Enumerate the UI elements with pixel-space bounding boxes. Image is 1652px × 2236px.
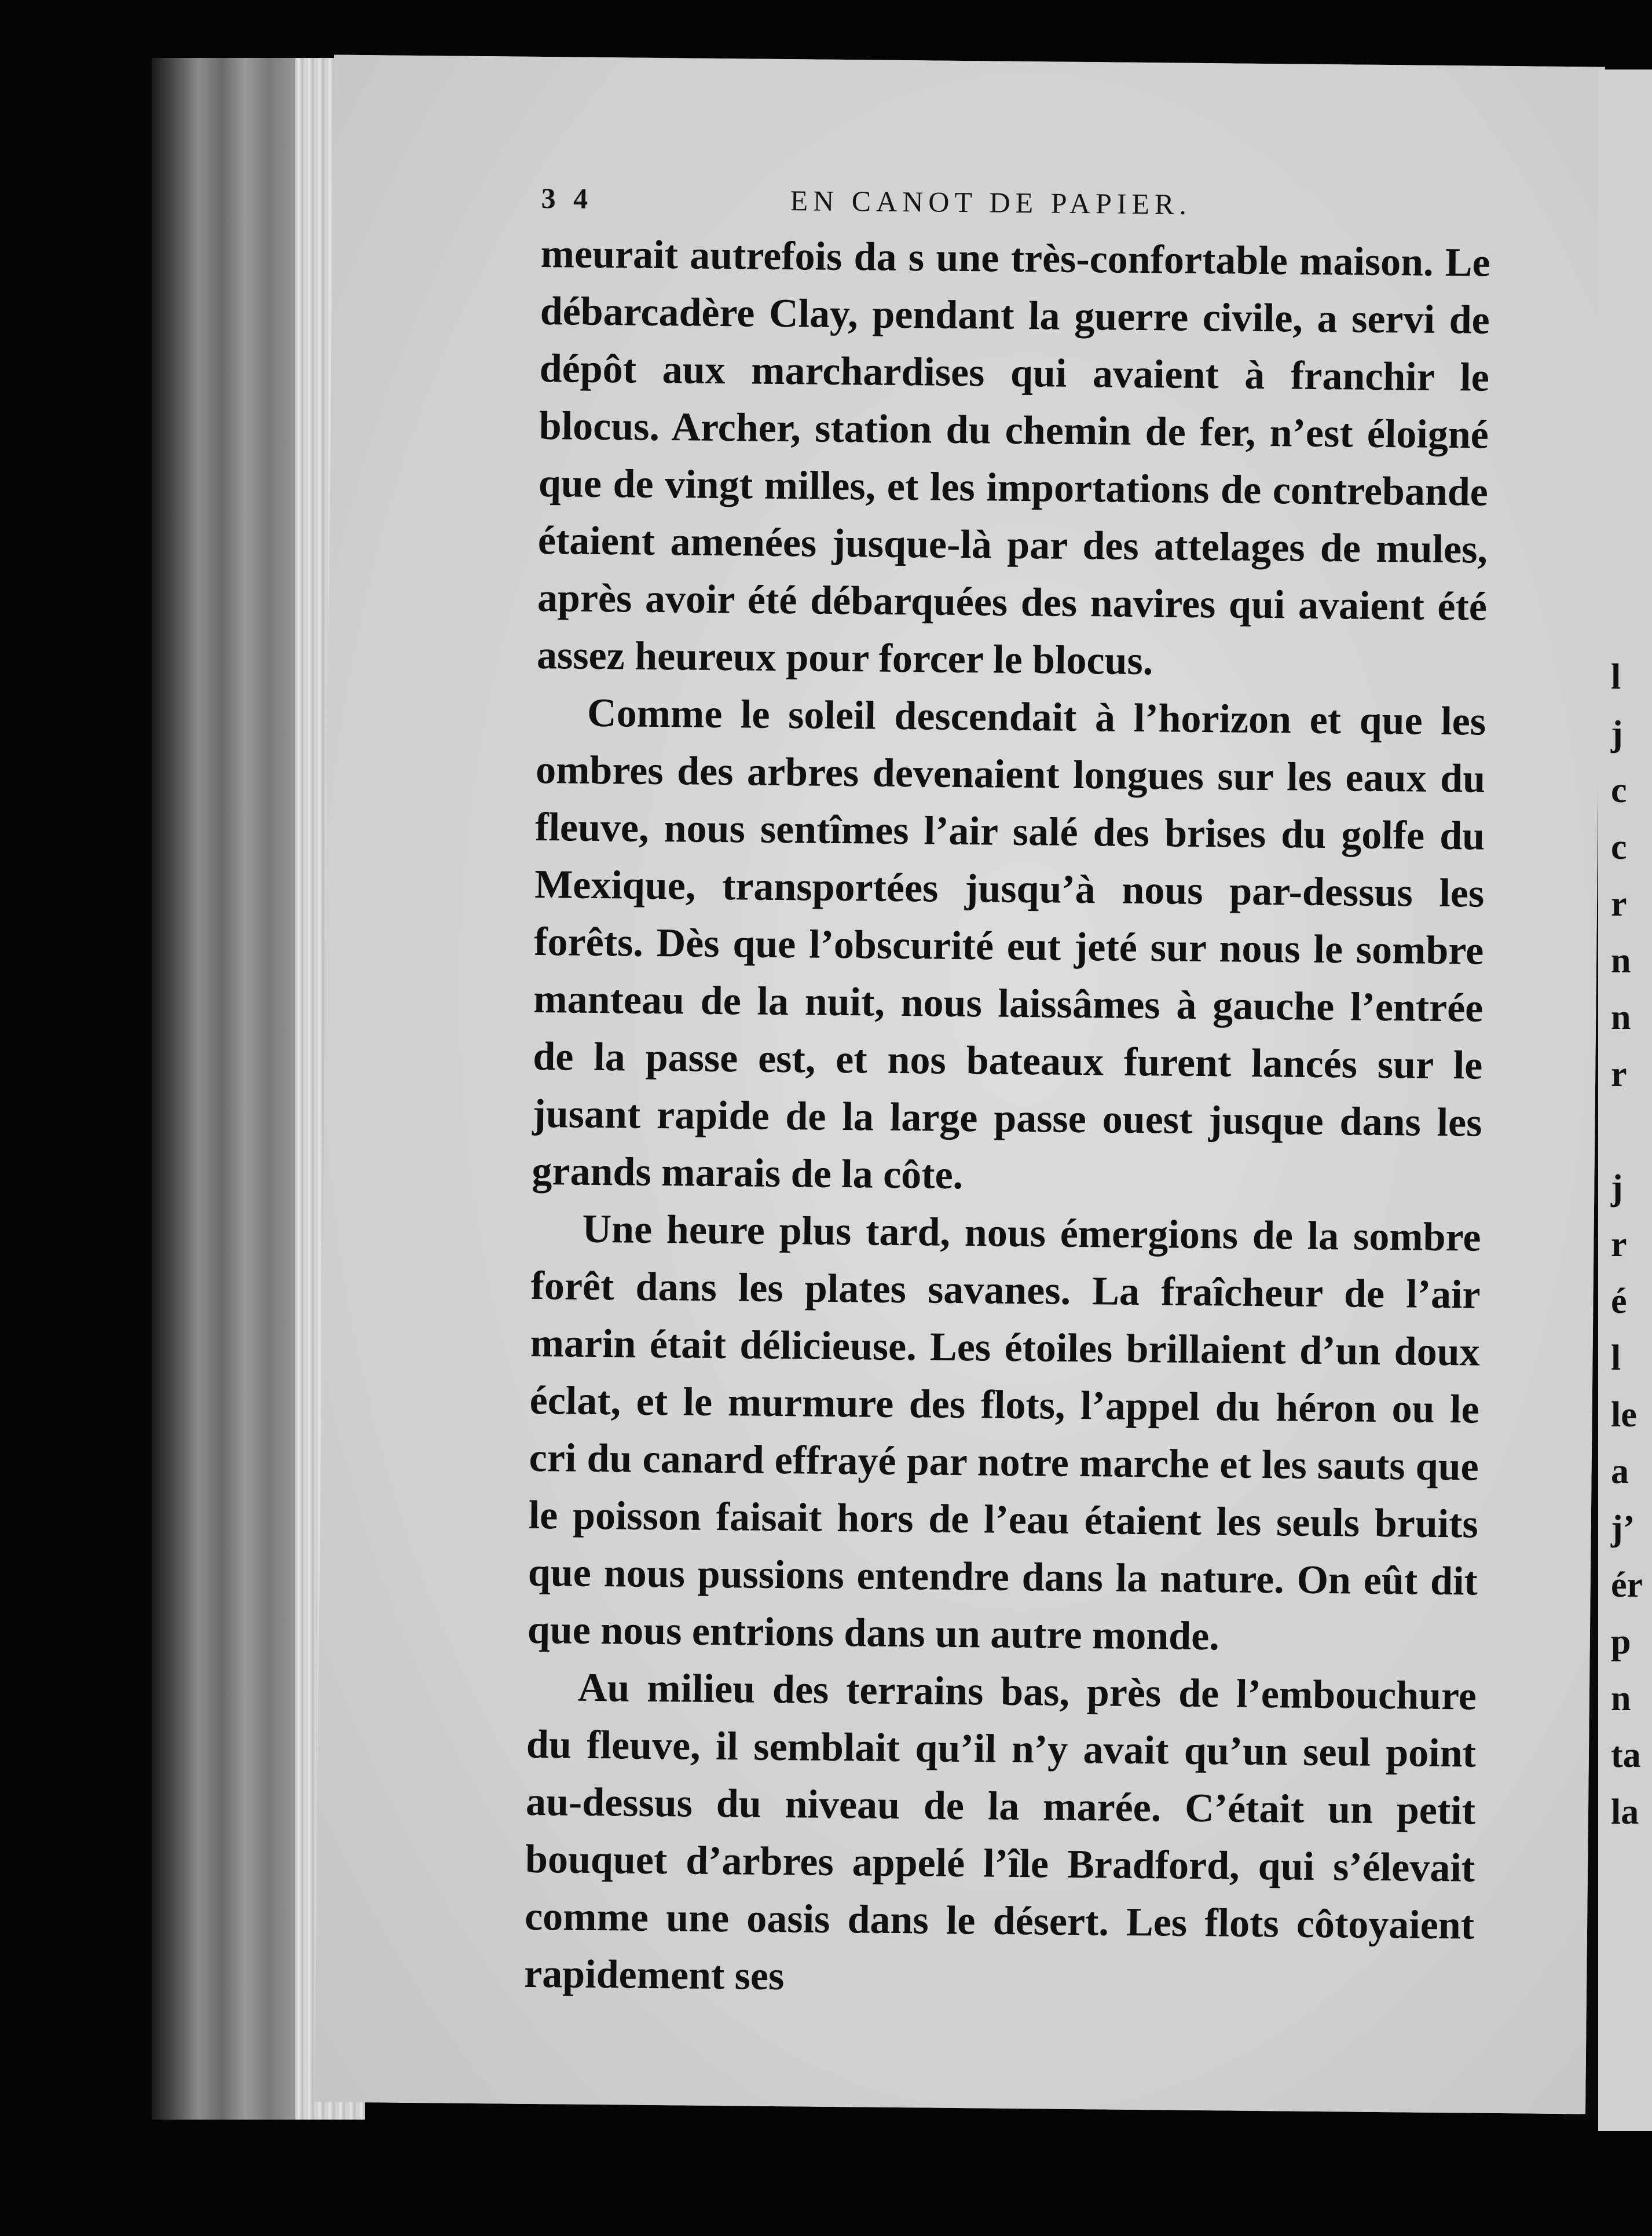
fragment: r [1611, 1225, 1627, 1264]
adjacent-page-text [1611, 649, 1652, 1840]
fragment: le [1611, 1395, 1637, 1434]
paragraph: Au milieu des terrains bas, près de l’embouchure du fleuve, il semblait qu’il n’y avait qu’un seul point au-dessus du niveau de la marée. C’était un petit bouquet d’arbres appelé l’île Bradford, qui s’élevait comme une oasis dans le désert. Les flots côtoyaient rapidement ses [523, 1665, 1477, 1999]
fragment: n [1611, 1679, 1631, 1718]
fragment: j [1611, 714, 1623, 753]
fragment: n [1611, 941, 1631, 980]
book-binding [152, 58, 308, 2120]
fragment: p [1611, 1622, 1631, 1662]
running-head [541, 181, 1490, 224]
page-content [524, 181, 1491, 2012]
fragment: l [1611, 1338, 1621, 1378]
fragment: la [1611, 1792, 1639, 1832]
fragment [1611, 1103, 1652, 1159]
paragraph: Comme le soleil descendait à l’horizon et que les ombres des arbres devenaient longues sur les eaux du fleuve, nous sentîmes l’air salé des brises du golfe du Mexique, transportées jusqu’à nous par-dessus les forêts. Dès que l’obscurité eut jeté sur nous le sombre manteau de la nuit, nous laissâmes à gauche l’entrée de la passe est, et nos bateaux furent lancés sur le jusant rapide de la large passe ouest jusque dans les grands marais de la côte. [532, 690, 1486, 1198]
fragment: c [1611, 828, 1627, 867]
fragment: j’ [1611, 1509, 1635, 1548]
fragment: l [1611, 657, 1621, 697]
adjacent-page-sliver [1598, 69, 1652, 2131]
fragment: ér [1611, 1565, 1643, 1605]
fragment: r [1611, 884, 1627, 924]
body-text [524, 225, 1490, 2012]
fragment: é [1611, 1282, 1627, 1321]
fragment: ta [1611, 1736, 1641, 1775]
fragment: n [1611, 998, 1631, 1037]
running-title: EN CANOT DE PAPIER. [790, 184, 1192, 221]
fragment: j [1611, 1168, 1623, 1207]
book-page [314, 55, 1605, 2114]
fragment: a [1611, 1452, 1629, 1491]
paragraph: Une heure plus tard, nous émergions de la sombre forêt dans les plates savanes. La fraîcheur de l’air marin était délicieuse. Les étoiles brillaient d’un doux éclat, et le murmure des flots, l’appel du héron ou le cri du canard effrayé par notre marche et les sauts que le poisson faisait hors de l’eau étaient les seuls bruits que nous pussions entendre dans la nature. On eût dit que nous entrions dans un autre monde. [527, 1206, 1481, 1659]
paragraph: meurait autrefois da s une très-confortable maison. Le débarcadère Clay, pendant la guerre civile, a servi de dépôt aux marchardises qui avaient à franchir le blocus. Archer, station du chemin de fer, n’est éloigné que de vingt milles, et les importations de contrebande étaient amenées jusque-là par des attelages de mules, après avoir été débarquées des navires qui avaient été assez heureux pour forcer le blocus. [536, 231, 1491, 684]
fragment: c [1611, 771, 1627, 810]
page-number: 3 4 [541, 181, 594, 215]
fragment: r [1611, 1055, 1627, 1094]
